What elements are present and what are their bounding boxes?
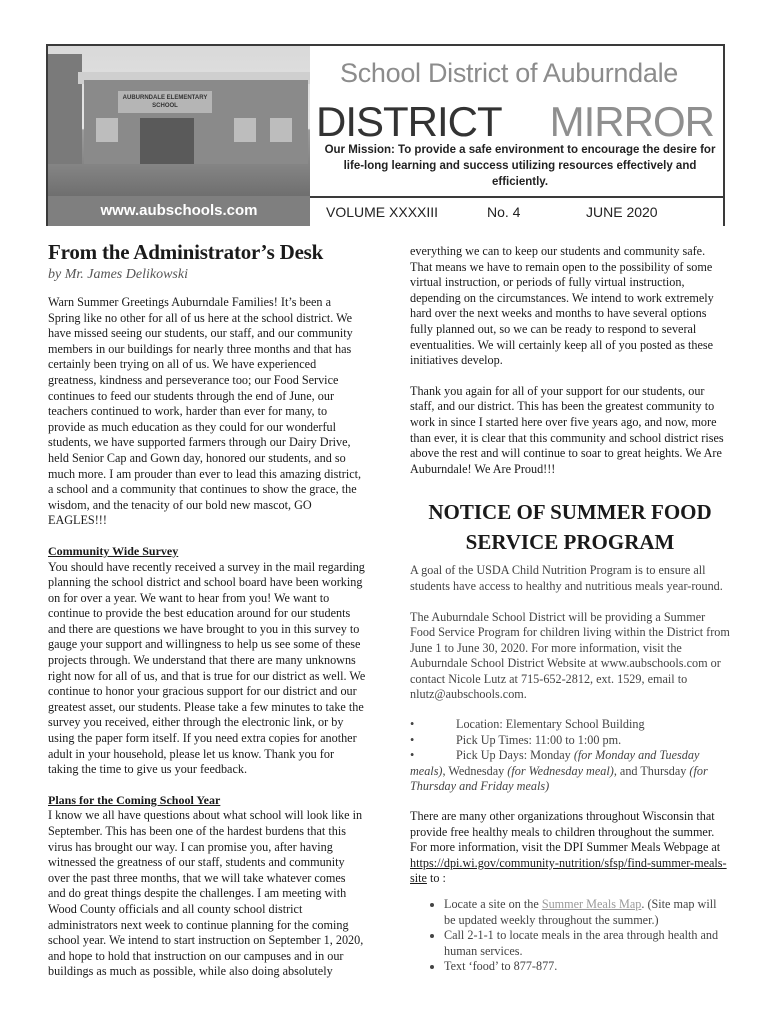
- pickup-details: [410, 717, 730, 795]
- newsletter-title: [316, 98, 714, 146]
- admin-heading: From the Administrator’s Desk: [48, 240, 324, 264]
- dpi-summer-meals-link[interactable]: https://dpi.wi.gov/community-nutrition/sfsp/find-summer-meals-site: [410, 855, 727, 886]
- masthead: [46, 44, 725, 226]
- right-column: [410, 244, 730, 975]
- notice-paragraph-3: There are many other organizations throughout Wisconsin that provide free healthy meals to children throughout the summer. For more information, visit the DPI Summer Meals Webpage at https://dpi.wi.gov/community-nutrition/sfsp/find-summer-meals-site to :: [410, 809, 727, 886]
- survey-paragraph: You should have recently received a survey in the mail regarding planning the school district and school board have been working on for over a year. We want to hear from you! We want to continue to provide the best education around for our students and there are questions we have brought to you in this survey to gauge your support and willingness to help us see some of these projects through. We understand that there are many unknowns right now for all of us, and that is true for our district as well. We continue to honor your gracious support for our district and our greatest asset, our students. Please take a few minutes to take the survey you received, either through the electronic link, or by using the paper form itself. If you need extra copies for another adult in your household, please let us know. Thank you for taking the time to give us your feedback.: [48, 559, 366, 777]
- building-sign: AUBURNDALE ELEMENTARY SCHOOL: [118, 91, 212, 113]
- issue-info-bar: [310, 196, 723, 226]
- admin-byline: by Mr. James Delikowski: [48, 267, 188, 282]
- list-item: • Location: Elementary School Building: [410, 717, 645, 732]
- website-link[interactable]: www.aubschools.com: [48, 196, 310, 226]
- title-mirror: MIRROR: [549, 98, 714, 145]
- title-area: [310, 46, 723, 196]
- list-item: • Pick Up Days: Monday (for Monday and Tuesday meals), Wednesday (for Wednesday meal), and Thursday (for Thursday and Friday meals): [410, 748, 708, 794]
- issue-date: JUNE 2020: [586, 204, 658, 220]
- list-item: • Text ‘food’ to 877-877.: [444, 959, 730, 975]
- notice-paragraph-2: The Auburndale School District will be providing a Summer Food Service Program for children living within the District from June 1 to June 30, 2020. For more information, visit the Auburndale School District Website at www.aubschools.com or contact Nicole Lutz at 715-652-2812, ext. 1529, email to nlutz@aubschools.com.: [410, 609, 730, 702]
- summer-meals-map-link[interactable]: Summer Meals Map: [541, 897, 642, 911]
- plans-heading: Plans for the Coming School Year: [48, 792, 221, 807]
- admin-thanks: Thank you again for all of your support for our students, our staff, and our district. This has been the greatest community to work in since I started here over five years ago, and now, more than ever, it is clear that this community and school district rises above the rest and will continue to soar to great heights. We Are Auburndale! We Are Proud!!!: [410, 383, 724, 476]
- left-column: [48, 240, 366, 980]
- title-district: DISTRICT: [316, 98, 502, 145]
- notice-paragraph-1: A goal of the USDA Child Nutrition Program is to ensure all students have access to healthy and nutritious meals year-round.: [410, 563, 723, 593]
- issue-number: No. 4: [487, 204, 521, 220]
- list-item: • Pick Up Times: 11:00 to 1:00 pm.: [410, 732, 622, 747]
- list-item: • Call 2-1-1 to locate meals in the area through health and human services.: [444, 928, 730, 959]
- mission-statement: Our Mission: To provide a safe environment to encourage the desire for life-long learning and success utilizing resources effectively and efficiently.: [324, 144, 716, 188]
- resource-list: [410, 897, 730, 975]
- survey-heading: Community Wide Survey: [48, 543, 179, 558]
- admin-continued: everything we can to keep our students and community safe. That means we have to remain open to the possibility of some virtual instruction, or periods of fully virtual instruction, depending on the circumstances. We intend to work extremely hard over the next weeks and months to have several options fully planned out, so we can be ready to respond to several eventualities. We will certainly keep all of you posted as these initiatives develop.: [410, 244, 714, 368]
- school-building-photo: [48, 46, 310, 196]
- notice-heading: NOTICE OF SUMMER FOOD SERVICE PROGRAM: [428, 500, 712, 555]
- volume-label: VOLUME XXXXIII: [326, 204, 439, 220]
- district-name: School District of Auburndale: [340, 58, 678, 88]
- plans-paragraph: I know we all have questions about what school will look like in September. This has been one of the hardest burdens that this virus has brought our way. I can promise you, after having witnessed the greatness of our staff, students and community over the past three months, that we will take whatever comes and do great things despite the challenges. I am meeting with Wood County officials and all county school district administrators next week to continue planning for the coming school year. We intend to start instruction on September 1, 2020, and hope to hold that instruction on our campuses and in our buildings as much as possible, while also doing absolutely: [48, 808, 364, 979]
- list-item: • Locate a site on the Summer Meals Map. (Site map will be updated weekly throughout the summer.): [444, 897, 730, 928]
- admin-paragraph-1: Warn Summer Greetings Auburndale Families! It’s been a Spring like no other for all of us here at the school district. We have missed seeing our students, our staff, and our community members in our buildings for nearly three months and that has certainly been trying on all of us. We have experienced greatness, kindness and perseverance too; our Food Service continues to feed our students through the end of June, our teachers continued to work, harder than ever for many, to provide as much education as they could for our wonderful students, we have supported farmers through our Dairy Drive, held Senior Cap and Gown day, honored our students, and so much more. I am prouder than ever to lead this amazing district, a school and a community that continues to show the grace, the wisdom, and the tenacity of our bold new mascot, GO EAGLES!!!: [48, 295, 362, 528]
